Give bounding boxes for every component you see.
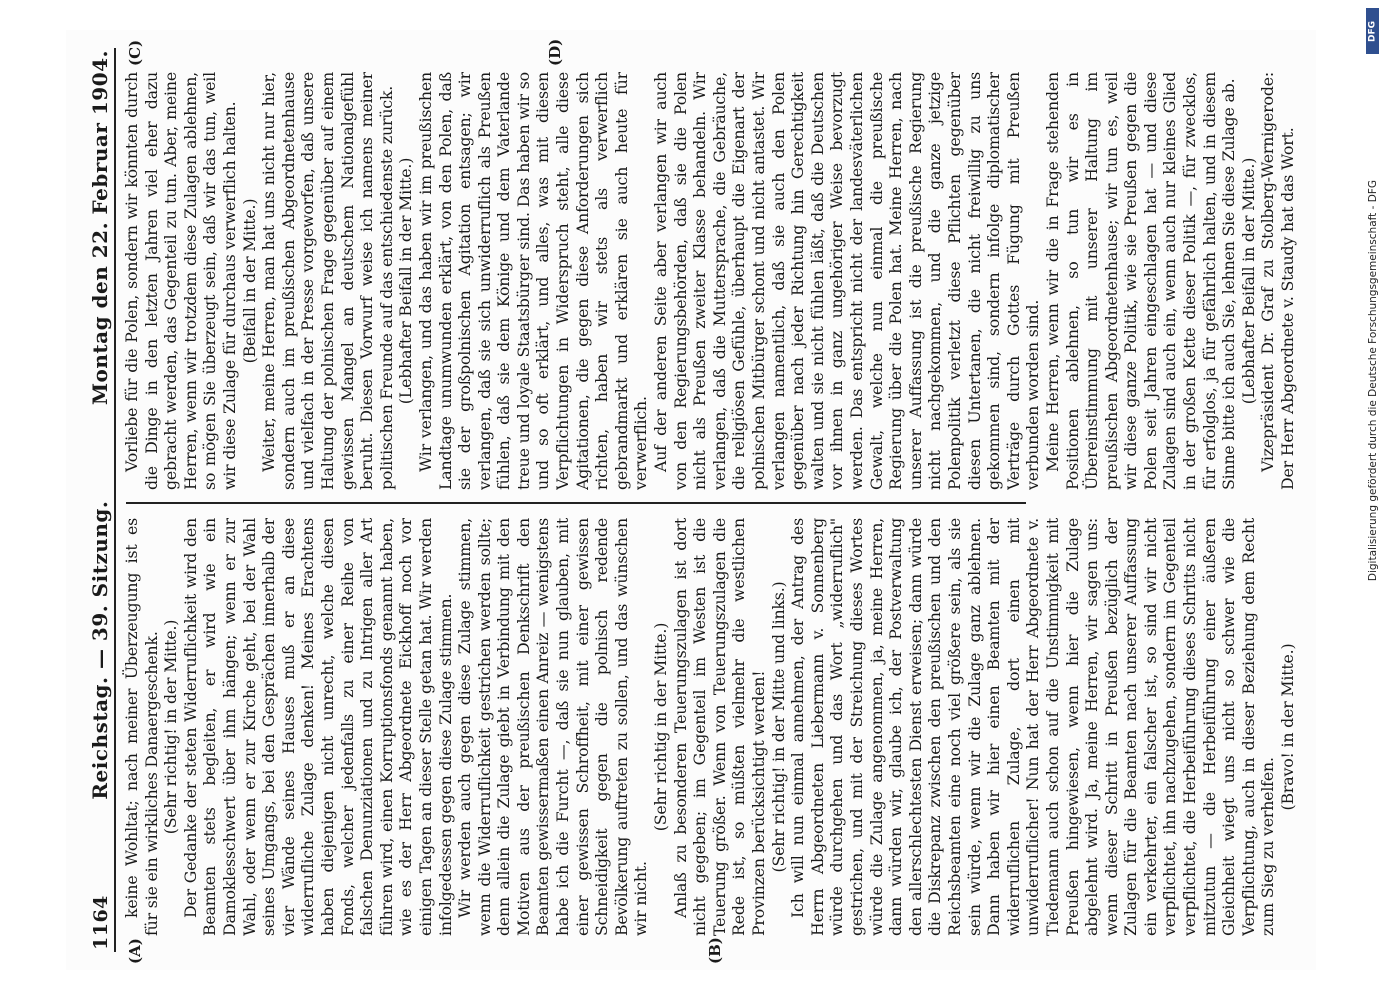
page-number: 1164 [90,895,112,950]
paragraph: Auf der anderen Seite aber verlangen wir auch von den Regierungsbehörden, daß sie die Polen nicht als Preußen zweiter Klasse behandeln. Wir verlangen, daß die Muttersprache, die Gebräuche, die religiösen Gefühle, überhaupt die Eigenart der polnischen Mitbürger schont und nicht antastet. Wir verlangen namentlich, daß sie auch den Polen gegenüber nach jeder Richtung hin Gerechtigkeit walten und sie nicht fühlen läßt, daß die Deutschen vor ihnen in ganz ungehöriger Weise bevorzugt werden. Das entspricht nicht der landesväterlichen Gewalt, welche nun einmal die preußische Regierung über die Polen hat. Meine Herren, nach unserer Auffassung ist die preußische Regierung nicht nachgekommen, und die ganze jetzige Polenpolitik verletzt diese Pflichten gegenüber diesen Untertanen, die nicht freiwillig zu uns gekommen sind, sondern infolge diplomatischer Verträge durch Gottes Fügung mit Preußen verbunden worden sind. [651,72,1043,490]
paragraph: Vizepräsident Dr. Graf zu Stolberg-Wernigerode: Der Herr Abgeordnete v. Staudy hat das Wort. [1258,72,1298,490]
right-text-column [122,72,1298,490]
interjection: (Beifall in der Mitte.) [239,198,259,364]
interjection: (Bravo! in der Mitte.) [1278,643,1298,811]
header-date: Montag den 22. Februar 1904. [88,50,112,406]
column-rule [126,503,1026,505]
interjection: (Sehr richtig in der Mitte.) [651,622,671,832]
paragraph: Weiter, meine Herren, man hat uns nicht nur hier, sondern auch im preußischen Abgeordnetenhause und vielfach in der Presse vorgeworfen, daß unsere Haltung der polnischen Frage gegenüber auf einem gewissen Mangel an deutschem Nationalgefühl beruht. Diesen Vorwurf weise ich namens meiner politischen Freunde auf das entschiedenste zurück. [259,72,396,490]
margin-marker-c: (C) [126,39,144,66]
paragraph: Anlaß zu besonderen Teuerungszulagen ist dort nicht gegeben; im Gegenteil im Westen ist die Teuerung größer. Wenn von Teuerungszulagen die Rede ist, so müßten vielmehr die westlichen Provinzen berücksichtigt werden! [670,518,768,936]
paragraph: Vorliebe für die Polen, sondern wir könnten durch die Dinge in den letzten Jahren viel eher dazu gebracht werden, das Gegenteil zu tun. Aber, meine Herren, wenn wir trotzdem diese Zulagen ablehnen, so mögen Sie überzeugt sein, daß wir das tun, weil wir diese Zulage für durchaus verwerflich halten. [122,72,239,490]
page-header [72,50,112,950]
paragraph: Wir werden auch gegen diese Zulage stimmen, wenn die Widerruflichkeit gestrichen werden sollte; denn allein die Zulage giebt in Verbindung mit den Motiven aus der preußischen Denkschrift den Beamten gewissermaßen einen Anreiz — wenigstens habe ich die Furcht —, daß sie nun glauben, mit einer gewissen Schroffheit, mit einer gewissen Schneidigkeit gegen die polnisch redende Bevölkerung auftreten zu sollen, und das wünschen wir nicht. [455,518,651,936]
paragraph: Meine Herren, wenn wir die in Frage stehenden Positionen ablehnen, so tun wir es in Übereinstimmung mit unserer Haltung im preußischen Abgeordnetenhause; wir tun es, weil wir diese ganze Politik, wie sie Preußen gegen die Polen seit Jahren eingeschlagen hat — und diese Zulagen sind auch ein, wenn auch nur kleines Glied in der großen Kette dieser Politik —, für zwecklos, für erfolglos, ja für gefährlich halten, und in diesem Sinne bitte ich auch Sie, lehnen Sie diese Zulage ab. [1042,72,1239,490]
header-title: Reichstag. — 39. Sitzung. [88,500,112,800]
digitization-credit: Digitalisierung gefördert durch die Deutsche Forschungsgemeinschaft - DFG [1367,180,1379,582]
rotated-document-page [66,30,1316,970]
interjection: (Sehr richtig! in der Mitte.) [161,619,181,835]
paragraph: Ich will nun einmal annehmen, der Antrag des Herrn Abgeordneten Liebermann v. Sonnenberg würde durchgehen und das Wort „widerruflich" gestrichen, und mit der Streichung dieses Wortes würde die Zulage angenommen, ja, meine Herren, dann würden wir, glaube ich, der Postverwaltung den allerschlechtesten Dienst erweisen; dann würde die Diskrepanz zwischen den preußischen und den Reichsbeamten eine noch viel größere sein, als sie sein würde, wenn wir die Zulage ganz ablehnen. Dann haben wir hier einen Beamten mit der widerruflichen Zulage, dort einen mit unwiderruflicher! Nun hat der Herr Abgeordnete v. Tiedemann auch schon auf die Unstimmigkeit mit Preußen hingewiesen, wenn hier die Zulage abgelehnt wird. Ja, meine Herren, wir sagen uns: wenn dieser Schritt in Preußen bezüglich der Zulagen für die Beamten nach unserer Auffassung ein verkehrter, ein falscher ist, so sind wir nicht verpflichtet, ihn nachzugehen, sondern im Gegenteil verpflichtet, die Herbeiführung dieses Schritts nicht mitzutun — die Herbeiführung einer äußeren Gleichheit wiegt uns nicht so schwer wie die Verpflichtung, auch in dieser Beziehung dem Recht zum Sieg zu verhelfen. [788,518,1278,936]
paragraph: Wir verlangen, und das haben wir im preußischen Landtage unumwunden erklärt, von den Polen, daß sie der großpolnischen Agitation entsagen; wir verlangen, daß sie sich unwiderruflich als Preußen fühlen, daß sie dem Könige und dem Vaterlande treue und loyale Staatsbürger sind. Das haben wir so und so oft erklärt, und alles, was mit diesen Verpflichtungen in Widerspruch steht, alle diese Agitationen, die gegen diese Anforderungen sich richten, haben wir stets als verwerflich gebrandmarkt und erklären sie auch heute für verwerflich. [415,72,651,490]
margin-marker-a: (A) [126,938,144,964]
margin-marker-b: (B) [706,937,724,964]
paragraph: keine Wohltat; nach meiner Überzeugung ist es für sie ein wirkliches Danaergeschenk. [122,518,161,936]
header-rule [114,48,116,952]
interjection: (Lebhafter Beifall in der Mitte.) [1238,157,1258,405]
interjection: (Sehr richtig! in der Mitte und links.) [768,581,788,873]
dfg-logo: DFG [1366,8,1379,54]
margin-marker-d: (D) [546,38,564,66]
interjection: (Lebhafter Beifall in der Mitte.) [396,157,416,405]
paragraph: Der Gedanke der steten Widerruflichkeit wird den Beamten stets begleiten, er wird wie ein Damoklesschwert über ihm hängen; wenn er zur Wahl, oder wenn er zur Kirche geht, bei der Wahl seines Umgangs, bei den Gesprächen innerhalb der vier Wände seines Hauses muß er an diese widerrufliche Zulage denken! Meines Erachtens haben diejenigen nicht unrecht, welche diesen Fonds, welcher jedenfalls zu einer Reihe von falschen Denunziationen und zu Intrigen aller Art führen wird, einen Korruptionsfonds genannt haben, wie es der Herr Abgeordnete Eickhoff noch vor einigen Tagen an dieser Stelle getan hat. Wir werden infolgedessen gegen diese Zulage stimmen. [180,518,455,936]
left-text-column [122,518,1298,936]
